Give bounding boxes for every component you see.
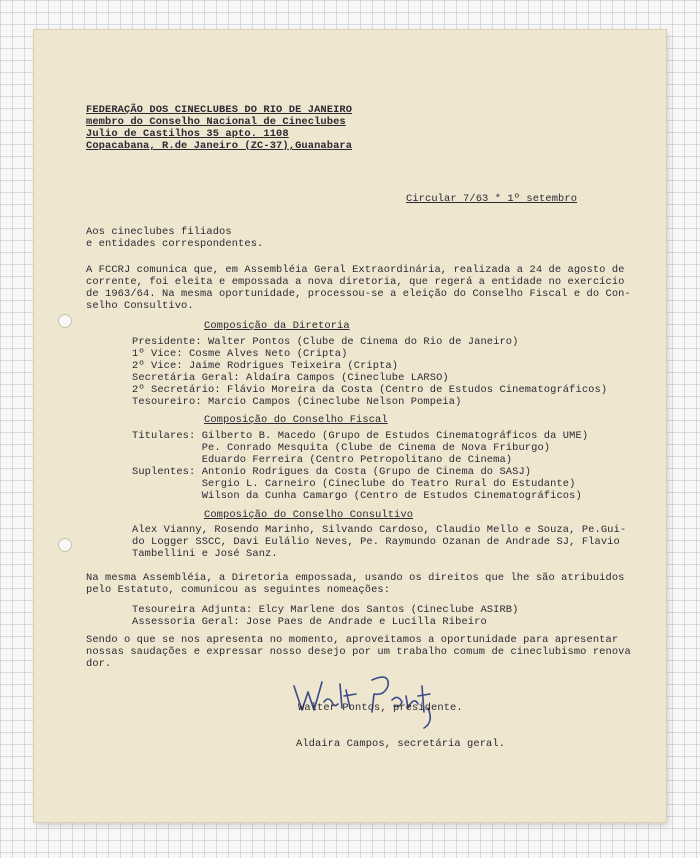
signature-aldaira: Aldaira Campos, secretária geral. <box>296 738 506 750</box>
letterhead-line-3: Julio de Castilhos 35 apto. 1108 <box>86 128 289 140</box>
diretoria-line: Tesoureiro: Marcio Campos (Cineclube Nelson Pompeia) <box>132 396 462 408</box>
diretoria-line: 2º Vice: Jaime Rodrigues Teixeira (Cripta) <box>132 360 399 372</box>
addressee-line-2: e entidades correspondentes. <box>86 238 264 250</box>
intro-line-1: A FCCRJ comunica que, em Assembléia Geral Extraordinária, realizada a 24 de agosto de <box>86 264 625 276</box>
fiscal-line: Eduardo Ferreira (Centro Petropolitano de Cinema) <box>132 454 513 466</box>
fiscal-line: Pe. Conrado Mesquita (Clube de Cinema de Nova Friburgo) <box>132 442 551 454</box>
fiscal-line: Suplentes: Antonio Rodrigues da Costa (Grupo de Cinema do SASJ) <box>132 466 532 478</box>
consultivo-line: Tambellini e José Sanz. <box>132 548 278 560</box>
fiscal-line: Titulares: Gilberto B. Macedo (Grupo de Estudos Cinematográficos da UME) <box>132 430 589 442</box>
intro-line-3: de 1963/64. Na mesma oportunidade, processou-se a eleição do Conselho Fiscal e do Con- <box>86 288 631 300</box>
fiscal-line: Wilson da Cunha Camargo (Centro de Estudos Cinematográficos) <box>132 490 582 502</box>
handwritten-signature <box>290 668 450 732</box>
diretoria-line: Presidente: Walter Pontos (Clube de Cinema do Rio de Janeiro) <box>132 336 519 348</box>
punch-hole-top <box>58 314 72 328</box>
closing-line: dor. <box>86 658 112 670</box>
letterhead-line-1: FEDERAÇÃO DOS CINECLUBES DO RIO DE JANEIRO <box>86 104 353 116</box>
nomeacoes-intro-line: pelo Estatuto, comunicou as seguintes nomeações: <box>86 584 391 596</box>
diretoria-heading: Composição da Diretoria <box>204 320 350 332</box>
consultivo-line: do Logger SSCC, Davi Eulálio Neves, Pe. Raymundo Ozanan de Andrade SJ, Flavio <box>132 536 620 548</box>
consultivo-heading: Composição do Conselho Consultivo <box>204 509 414 521</box>
nomeacao-line: Tesoureira Adjunta: Elcy Marlene dos Santos (Cineclube ASIRB) <box>132 604 519 616</box>
circular-reference: Circular 7/63 * 1º setembro <box>406 193 578 205</box>
closing-line: Sendo o que se nos apresenta no momento, aproveitamos a oportunidade para apresentar <box>86 634 619 646</box>
signature-walter: Walter Pontos, presidente. <box>298 702 463 714</box>
punch-hole-bottom <box>58 538 72 552</box>
intro-line-2: corrente, foi eleita e empossada a nova diretoria, que regerá a entidade no exercício <box>86 276 625 288</box>
letterhead-line-2: membro do Conselho Nacional de Cineclubes <box>86 116 346 128</box>
addressee-line-1: Aos cineclubes filiados <box>86 226 232 238</box>
diretoria-line: 1º Vice: Cosme Alves Neto (Cripta) <box>132 348 348 360</box>
closing-line: nossas saudações e expressar nosso desejo por um trabalho comum de cineclubismo renova <box>86 646 631 658</box>
nomeacao-line: Assessoria Geral: Jose Paes de Andrade e Lucilla Ribeiro <box>132 616 487 628</box>
diretoria-line: 2º Secretário: Flávio Moreira da Costa (Centro de Estudos Cinematográficos) <box>132 384 608 396</box>
fiscal-line: Sergio L. Carneiro (Cineclube do Teatro Rural do Estudante) <box>132 478 576 490</box>
letterhead-line-4: Copacabana, R.de Janeiro (ZC-37),Guanabara <box>86 140 353 152</box>
letter-page <box>34 30 666 822</box>
fiscal-heading: Composição do Conselho Fiscal <box>204 414 388 426</box>
diretoria-line: Secretária Geral: Aldaíra Campos (Cineclube LARSO) <box>132 372 449 384</box>
nomeacoes-intro-line: Na mesma Assembléia, a Diretoria empossada, usando os direitos que lhe são atribuidos <box>86 572 625 584</box>
consultivo-line: Alex Vianny, Rosendo Marinho, Silvando Cardoso, Claudio Mello e Souza, Pe.Gui- <box>132 524 627 536</box>
intro-line-4: selho Consultivo. <box>86 300 194 312</box>
